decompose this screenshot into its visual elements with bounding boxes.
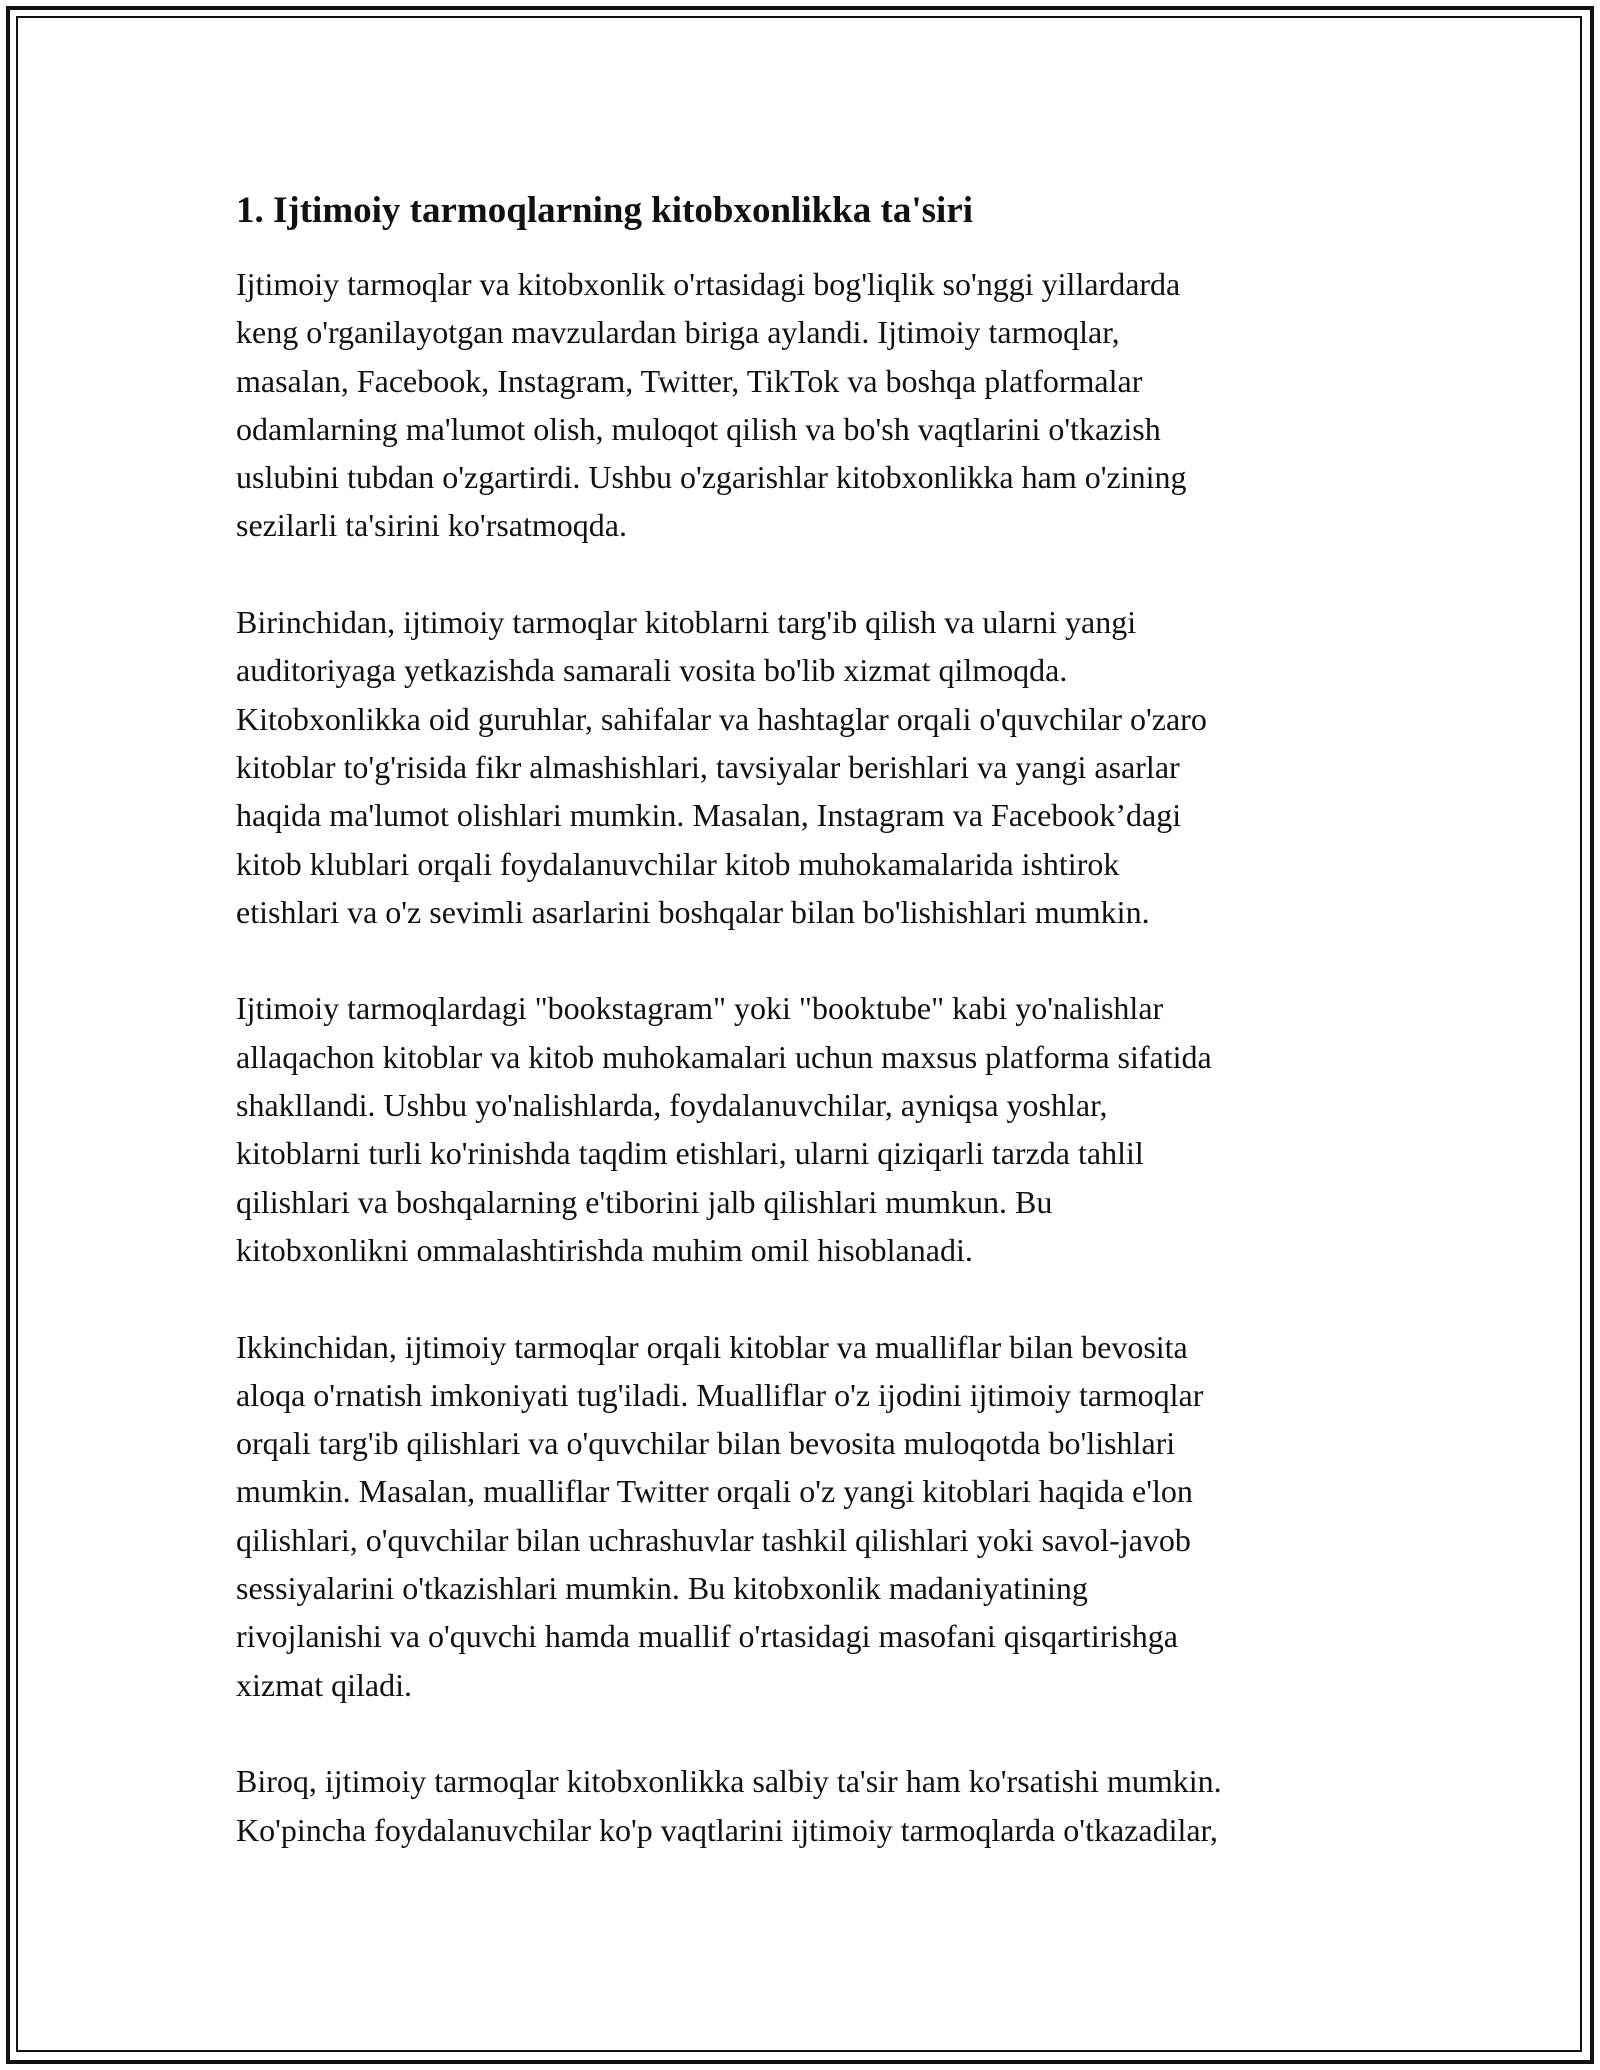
text-line: aloqa o'rnatish imkoniyati tug'iladi. Mualliflar o'z ijodini ijtimoiy tarmoqlar — [236, 1376, 1204, 1413]
text-line: auditoriyaga yetkazishda samarali vosita bo'lib xizmat qilmoqda. — [236, 652, 1068, 689]
text-line: keng o'rganilayotgan mavzulardan biriga aylandi. Ijtimoiy tarmoqlar, — [236, 314, 1120, 351]
document-body — [236, 186, 1416, 1902]
section-heading: 1. Ijtimoiy tarmoqlarning kitobxonlikka ta'siri — [236, 190, 973, 231]
text-line: sezilarli ta'sirini ko'rsatmoqda. — [236, 507, 627, 544]
paragraph-bookstagram — [236, 984, 1416, 1274]
paragraph-second-point — [236, 1323, 1416, 1709]
text-line: allaqachon kitoblar va kitob muhokamalari uchun maxsus platforma sifatida — [236, 1038, 1212, 1075]
text-line: kitob klublari orqali foydalanuvchilar kitob muhokamalarida ishtirok — [236, 845, 1120, 882]
paragraph-negative-effects — [236, 1757, 1416, 1854]
text-line: mumkin. Masalan, mualliflar Twitter orqali o'z yangi kitoblari haqida e'lon — [236, 1473, 1193, 1510]
text-line: orqali targ'ib qilishlari va o'quvchilar bilan bevosita muloqotda bo'lishlari — [236, 1425, 1176, 1462]
text-line: uslubini tubdan o'zgartirdi. Ushbu o'zgarishlar kitobxonlikka ham o'zining — [236, 459, 1187, 496]
text-line: sessiyalarini o'tkazishlari mumkin. Bu kitobxonlik madaniyatining — [236, 1570, 1088, 1607]
text-line: haqida ma'lumot olishlari mumkin. Masalan, Instagram va Facebook’dagi — [236, 797, 1182, 834]
text-line: rivojlanishi va o'quvchi hamda muallif o'rtasidagi masofani qisqartirishga — [236, 1618, 1178, 1655]
text-line: shakllandi. Ushbu yo'nalishlarda, foydalanuvchilar, ayniqsa yoshlar, — [236, 1087, 1108, 1124]
text-line: xizmat qiladi. — [236, 1666, 412, 1703]
text-line: kitoblarni turli ko'rinishda taqdim etishlari, ularni qiziqarli tarzda tahlil — [236, 1135, 1144, 1172]
text-line: Ikkinchidan, ijtimoiy tarmoqlar orqali kitoblar va mualliflar bilan bevosita — [236, 1328, 1188, 1365]
text-line: odamlarning ma'lumot olish, muloqot qilish va bo'sh vaqtlarini o'tkazish — [236, 410, 1161, 447]
text-line: kitobxonlikni ommalashtirishda muhim omil hisoblanadi. — [236, 1231, 973, 1268]
paragraph-intro — [236, 260, 1416, 550]
text-line: Ijtimoiy tarmoqlar va kitobxonlik o'rtasidagi bog'liqlik so'nggi yillardarda — [236, 266, 1181, 302]
text-line: Ko'pincha foydalanuvchilar ko'p vaqtlarini ijtimoiy tarmoqlarda o'tkazadilar, — [236, 1811, 1218, 1848]
text-line: Biroq, ijtimoiy tarmoqlar kitobxonlikka salbiy ta'sir ham ko'rsatishi mumkin. — [236, 1763, 1222, 1800]
text-line: qilishlari, o'quvchilar bilan uchrashuvlar tashkil qilishlari yoki savol-javob — [236, 1521, 1191, 1558]
text-line: kitoblar to'g'risida fikr almashishlari, tavsiyalar berishlari va yangi asarlar — [236, 748, 1180, 785]
text-line: etishlari va o'z sevimli asarlarini boshqalar bilan bo'lishishlari mumkin. — [236, 893, 1150, 930]
text-line: masalan, Facebook, Instagram, Twitter, TikTok va boshqa platformalar — [236, 362, 1143, 399]
text-line: qilishlari va boshqalarning e'tiborini jalb qilishlari mumkun. Bu — [236, 1183, 1053, 1220]
text-line: Ijtimoiy tarmoqlardagi "bookstagram" yoki "booktube" kabi yo'nalishlar — [236, 990, 1164, 1027]
text-line: Birinchidan, ijtimoiy tarmoqlar kitoblarni targ'ib qilish va ularni yangi — [236, 604, 1137, 641]
paragraph-first-point — [236, 598, 1416, 936]
text-line: Kitobxonlikka oid guruhlar, sahifalar va hashtaglar orqali o'quvchilar o'zaro — [236, 700, 1207, 737]
